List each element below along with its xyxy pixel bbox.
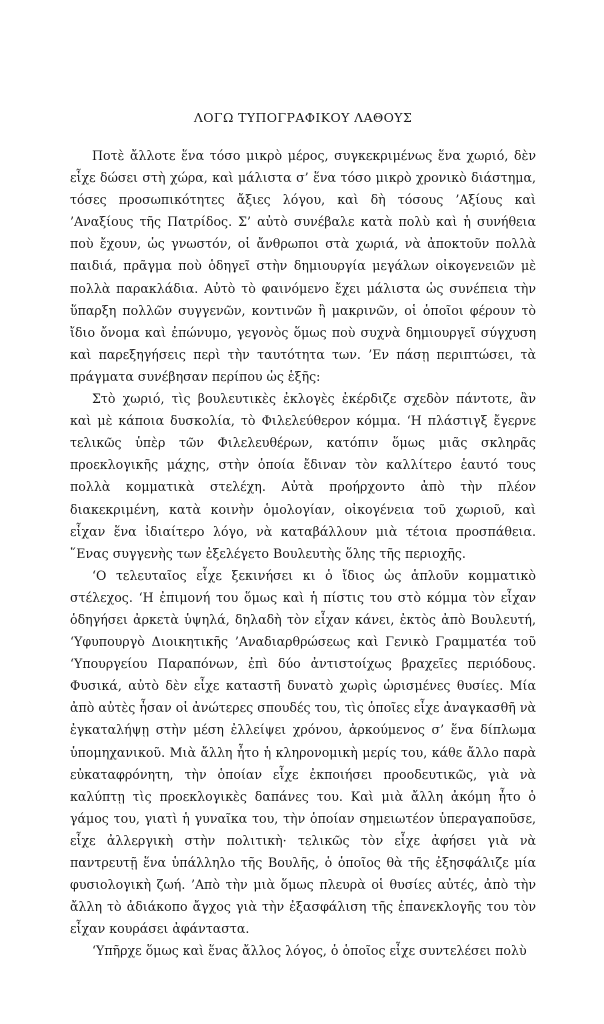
paragraph: ‘Ο τελευταῖος εἶχε ξεκινήσει κι ὁ ἴδιος ὡς ἁπλοῦν κομματικὸ στέλεχος. ‘Η ἐπιμονή του ὅμως καὶ ἡ πίστις του στὸ κόμμα τὸν εἶχαν ὁδηγήσει ἀρκετὰ ὑψηλά, δηλαδὴ τὸν εἶχαν κάνει, ἐκτὸς ἀπὸ Βουλευτή, ‘Υφυπουργὸ Διοικητικῆς ’Αναδιαρθρώσεως καὶ Γενικὸ Γραμματέα τοῦ ‘Υπουργείου Παραπόνων, ἐπὶ δύο ἀντιστοίχως βραχεῖες περιόδους. Φυσικά, αὐτὸ δὲν εἶχε καταστῆ δυνατὸ χωρὶς ὡρισμένες θυσίες. Μία ἀπὸ αὐτὲς ἦσαν οἱ ἀνώτερες σπουδές του, τὶς ὁποῖες εἶχε ἀναγκασθῆ νὰ ἐγκαταλήψῃ στὴν μέση ἐλλείψει χρόνου, ἀρκούμενος σ’ ἕνα δίπλωμα ὑπομηχανικοῦ. Μιὰ ἄλλη ἦτο ἡ κληρονομικὴ μερίς του, κάθε ἄλλο παρὰ εὐκαταφρόνητη, τὴν ὁποίαν εἶχε ἐκποιήσει προοδευτικῶς, γιὰ νὰ καλύπτῃ τὶς προεκλογικὲς δαπάνες του. Καὶ μιὰ ἄλλη ἀκόμη ἦτο ὁ γάμος του, γιατὶ ἡ γυναῖκα του, τὴν ὁποίαν σημειωτέον ὑπεραγαποῦσε, εἶχε ἀλλεργικὴ στὴν πολιτικὴ· τελικῶς τὸν εἶχε ἀφήσει γιὰ νὰ παντρευτῇ ἕνα ὑπάλληλο τῆς Βουλῆς, ὁ ὁποῖος θὰ τῆς ἐξησφάλιζε μία φυσιολογικὴ ζωή. ’Απὸ τὴν μιὰ ὅμως πλευρὰ οἱ θυσίες αὐτές, ἀπὸ τὴν ἄλλη τὸ ἀδιάκοπο ἄγχος γιὰ τὴν ἐξασφάλιση τῆς ἐπανεκλογῆς του τὸν εἶχαν κουράσει ἀφάνταστα.: [70, 567, 536, 937]
document-page: [70, 110, 536, 962]
paragraph: Ποτὲ ἄλλοτε ἕνα τόσο μικρὸ μέρος, συγκεκριμένως ἕνα χωριό, δὲν εἶχε δώσει στὴ χώρα, καὶ μάλιστα σ’ ἕνα τόσο μικρὸ χρονικὸ διάστημα, τόσες προσωπικότητες ἄξιες λόγου, καὶ δὴ τόσους ’Αξίους καὶ ’Αναξίους τῆς Πατρίδος. Σ’ αὐτὸ συνέβαλε κατὰ πολὺ καὶ ἡ συνήθεια ποὺ ἔχουν, ὡς γνωστόν, οἱ ἄνθρωποι στὰ χωριά, νὰ ἀποκτοῦν πολλὰ παιδιά, πρᾶγμα ποὺ ὁδηγεῖ στὴν δημιουργία μεγάλων οἰκογενειῶν μὲ πολλὰ παρακλάδια. Αὐτὸ τὸ φαινόμενο ἔχει μάλιστα ὡς συνέπεια τὴν ὕπαρξη πολλῶν συγγενῶν, κοντινῶν ἢ μακρινῶν, οἱ ὁποῖοι φέρουν τὸ ἴδιο ὄνομα καὶ ἐπώνυμο, γεγονὸς ὅμως ποὺ συχνὰ δημιουργεῖ σύγχυση καὶ παρεξηγήσεις περὶ τὴν ταυτότητα των. ’Εν πάσῃ περιπτώσει, τὰ πράγματα συνέβησαν περίπου ὡς ἑξῆς:: [70, 148, 536, 384]
paragraph: Στὸ χωριό, τὶς βουλευτικὲς ἐκλογὲς ἐκέρδιζε σχεδὸν πάντοτε, ἂν καὶ μὲ κάποια δυσκολία, τὸ Φιλελεύθερον κόμμα. ‘Η πλάστιγξ ἔγερνε τελικῶς ὑπὲρ τῶν Φιλελευθέρων, κατόπιν ὅμως μιᾶς σκληρᾶς προεκλογικῆς μάχης, στὴν ὁποία ἔδιναν τὸν καλλίτερο ἑαυτό τους πολλὰ κομματικὰ στελέχη. Αὐτὰ προήρχοντο ἀπὸ τὴν πλέον διακεκριμένη, κατὰ κοινὴν ὁμολογίαν, οἰκογένεια τοῦ χωριοῦ, καὶ εἶχαν ἕνα ἰδιαίτερο λόγο, νὰ καταβάλλουν μιὰ τέτοια προσπάθεια. ῞Ενας συγγενὴς των ἐξελέγετο Βουλευτὴς ὅλης τῆς περιοχῆς.: [70, 391, 536, 561]
chapter-title: ΛΟΓΩ ΤΥΠΟΓΡΑΦΙΚΟΥ ΛΑΘΟΥΣ: [193, 110, 413, 125]
paragraph: ‘Υπῆρχε ὅμως καὶ ἕνας ἄλλος λόγος, ὁ ὁποῖος εἶχε συντελέσει πολὺ: [92, 943, 527, 959]
